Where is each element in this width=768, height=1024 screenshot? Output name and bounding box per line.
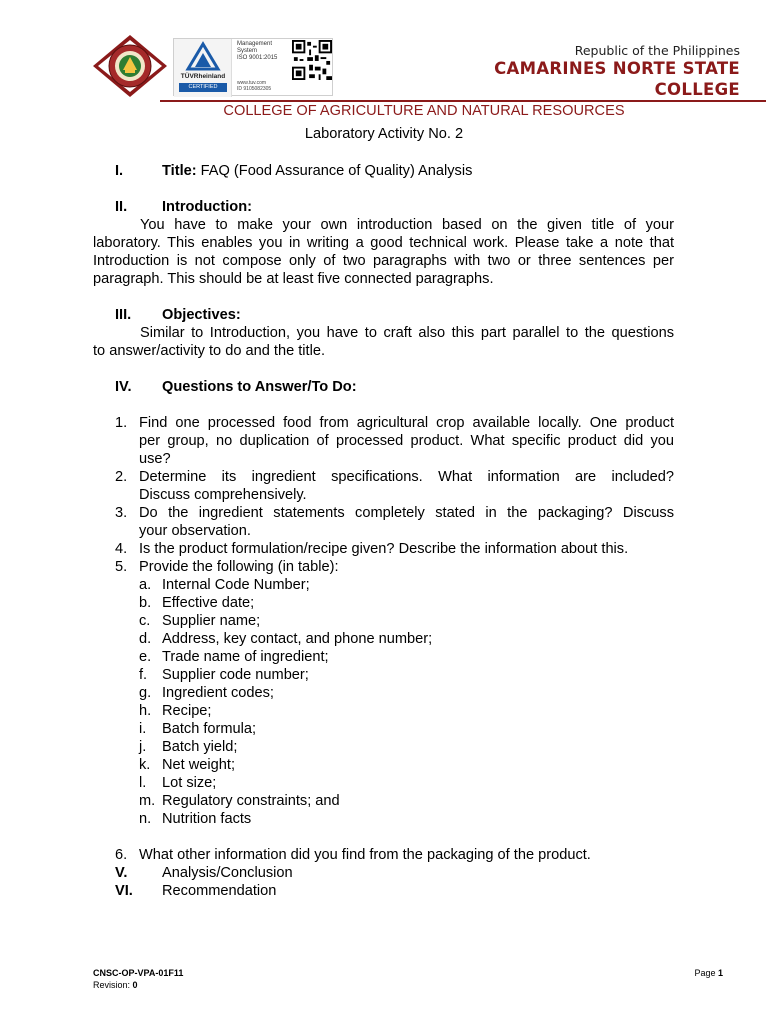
section-6-label: Recommendation	[162, 883, 277, 899]
question-5-number: 5.	[115, 559, 128, 575]
question-2-number: 2.	[115, 469, 128, 485]
page-label: Page	[694, 968, 716, 978]
subitem-text: Internal Code Number;	[162, 577, 310, 593]
section-2-label: Introduction:	[162, 199, 252, 215]
section-1-title	[162, 162, 472, 180]
school-name	[420, 58, 740, 100]
revision-value: 0	[132, 980, 138, 990]
subitem-text: Ingredient codes;	[162, 685, 274, 701]
section-6-number: VI.	[115, 883, 133, 899]
section-5-number: V.	[115, 865, 128, 881]
subitem-text: Batch formula;	[162, 721, 257, 737]
subitem-number: f.	[139, 667, 148, 683]
tuv-triangle-icon	[174, 39, 232, 73]
question-4-number: 4.	[115, 541, 128, 557]
certified-badge: CERTIFIED	[179, 83, 227, 92]
subitem-text: Address, key contact, and phone number;	[162, 631, 433, 647]
section-3-number: III.	[115, 307, 132, 323]
title-text: FAQ (Food Assurance of Quality) Analysis	[200, 163, 473, 179]
question-4-text: Is the product formulation/recipe given? Describe the information about this.	[139, 541, 629, 557]
question-1-number: 1.	[115, 415, 128, 431]
cert-url-text	[237, 80, 295, 92]
college-seal-logo	[92, 34, 168, 98]
subitem-number: e.	[139, 649, 152, 665]
intro-line-2: laboratory. This enables you in writing a good technical work. Please take a note that	[93, 235, 674, 251]
cert-line-2: System	[237, 48, 258, 54]
page-value: 1	[717, 968, 723, 978]
subitem-text: Net weight;	[162, 757, 236, 773]
objectives-line-2: to answer/activity to do and the title.	[93, 343, 326, 359]
section-1-number: I.	[115, 163, 124, 179]
section-3-label: Objectives:	[162, 307, 241, 323]
activity-title: Laboratory Activity No. 2	[304, 126, 464, 142]
document-code: CNSC-OP-VPA-01F11	[93, 968, 184, 978]
subitem-number: c.	[139, 613, 151, 629]
subitem-number: l.	[139, 775, 147, 791]
question-3-line-1: Do the ingredient statements completely stated in the packaging? Discuss	[139, 505, 674, 521]
republic-heading: Republic of the Philippines	[574, 43, 740, 58]
cert-line-1: Management	[237, 41, 273, 47]
question-1-line-3: use?	[139, 451, 171, 467]
question-1-line-2: per group, no duplication of processed product. What specific product did you	[139, 433, 674, 449]
section-4-number: IV.	[115, 379, 132, 395]
question-3-number: 3.	[115, 505, 128, 521]
subitem-text: Batch yield;	[162, 739, 238, 755]
question-6-number: 6.	[115, 847, 128, 863]
school-name-line-1: CAMARINES NORTE STATE	[494, 59, 740, 78]
cert-url: www.tuv.com	[237, 80, 267, 86]
subitem-number: i.	[139, 721, 147, 737]
section-4-label: Questions to Answer/To Do:	[162, 379, 357, 395]
question-3-line-2: your observation.	[139, 523, 251, 539]
subitem-text: Supplier code number;	[162, 667, 309, 683]
cert-line-3: ISO 9001:2015	[237, 55, 278, 61]
subitem-number: m.	[139, 793, 156, 809]
subitem-text: Supplier name;	[162, 613, 261, 629]
question-6-text: What other information did you find from the packaging of the product.	[139, 847, 591, 863]
tuv-logo-box	[174, 39, 232, 97]
subitem-text: Regulatory constraints; and	[162, 793, 340, 809]
section-2-number: II.	[115, 199, 128, 215]
intro-line-4: paragraph. This should be at least five connected paragraphs.	[93, 271, 494, 287]
question-2-line-2: Discuss comprehensively.	[139, 487, 307, 503]
iso-certification-badge	[173, 38, 333, 96]
title-label: Title:	[162, 163, 197, 179]
subitem-number: h.	[139, 703, 152, 719]
revision	[93, 980, 138, 990]
school-name-line-2: COLLEGE	[654, 80, 740, 99]
tuv-brand: TÜVRheinland	[180, 73, 226, 80]
header-divider	[160, 100, 766, 102]
qr-code-icon	[292, 40, 332, 80]
question-5-text: Provide the following (in table):	[139, 559, 339, 575]
question-2-line-1: Determine its ingredient specifications. What information are included?	[139, 469, 674, 485]
subitem-number: a.	[139, 577, 152, 593]
cert-id: ID 9105082305	[237, 86, 272, 92]
revision-label: Revision:	[93, 980, 131, 990]
intro-line-3: Introduction is not compose only of two paragraphs with two or three sentences per	[93, 253, 674, 269]
page-number	[694, 968, 723, 978]
question-1-line-1: Find one processed food from agricultural crop available locally. One product	[139, 415, 674, 431]
subitem-number: j.	[139, 739, 147, 755]
subitem-number: g.	[139, 685, 152, 701]
section-5-label: Analysis/Conclusion	[162, 865, 293, 881]
subitem-text: Effective date;	[162, 595, 255, 611]
subitem-number: b.	[139, 595, 152, 611]
subitem-number: d.	[139, 631, 152, 647]
subitem-text: Nutrition facts	[162, 811, 252, 827]
intro-line-1: You have to make your own introduction based on the given title of your	[140, 217, 674, 233]
college-heading: COLLEGE OF AGRICULTURE AND NATURAL RESOURCES	[223, 103, 625, 119]
subitem-text: Lot size;	[162, 775, 217, 791]
subitem-number: n.	[139, 811, 152, 827]
objectives-line-1: Similar to Introduction, you have to craft also this part parallel to the questions	[140, 325, 674, 341]
subitem-number: k.	[139, 757, 151, 773]
subitem-text: Recipe;	[162, 703, 212, 719]
management-system-text	[237, 41, 295, 62]
subitem-text: Trade name of ingredient;	[162, 649, 329, 665]
